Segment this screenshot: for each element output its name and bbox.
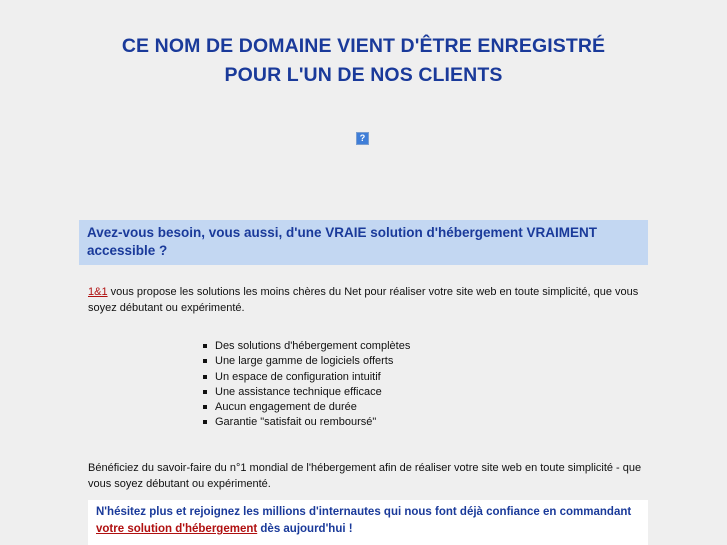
feature-item: Garantie "satisfait ou remboursé" bbox=[203, 415, 410, 430]
feature-item: Une large gamme de logiciels offerts bbox=[203, 354, 410, 369]
page-title-line-2: POUR L'UN DE NOS CLIENTS bbox=[224, 64, 503, 86]
benefit-paragraph: Bénéficiez du savoir-faire du n°1 mondial de l'hébergement afin de réaliser votre site web en toute simplicité - que vous soyez débutant ou expérimenté. bbox=[88, 462, 642, 490]
call-to-action-box bbox=[88, 500, 648, 545]
cta-text-before: N'hésitez plus et rejoignez les millions d'internautes qui nous font déjà confiance en commandant bbox=[96, 506, 632, 518]
intro-paragraph bbox=[88, 285, 658, 316]
cta-text-after: dès aujourd'hui ! bbox=[257, 523, 353, 535]
feature-item: Un espace de configuration intuitif bbox=[203, 370, 410, 385]
feature-list bbox=[203, 339, 410, 431]
provider-link[interactable]: 1&1 bbox=[88, 286, 108, 298]
page-title-line-1: CE NOM DE DOMAINE VIENT D'ÊTRE ENREGISTRÉ bbox=[121, 35, 606, 57]
feature-item: Une assistance technique efficace bbox=[203, 385, 410, 400]
feature-item: Des solutions d'hébergement complètes bbox=[203, 339, 410, 354]
broken-image-icon: ? bbox=[356, 132, 369, 145]
feature-item: Aucun engagement de durée bbox=[203, 400, 410, 415]
hosting-solution-link[interactable]: votre solution d'hébergement bbox=[96, 523, 258, 535]
promo-banner: Avez-vous besoin, vous aussi, d'une VRAIE solution d'hébergement VRAIMENT accessible ? bbox=[79, 220, 648, 265]
intro-text: vous propose les solutions les moins chères du Net pour réaliser votre site web en toute simplicité, que vous soyez débutant ou expérimenté. bbox=[88, 286, 639, 314]
